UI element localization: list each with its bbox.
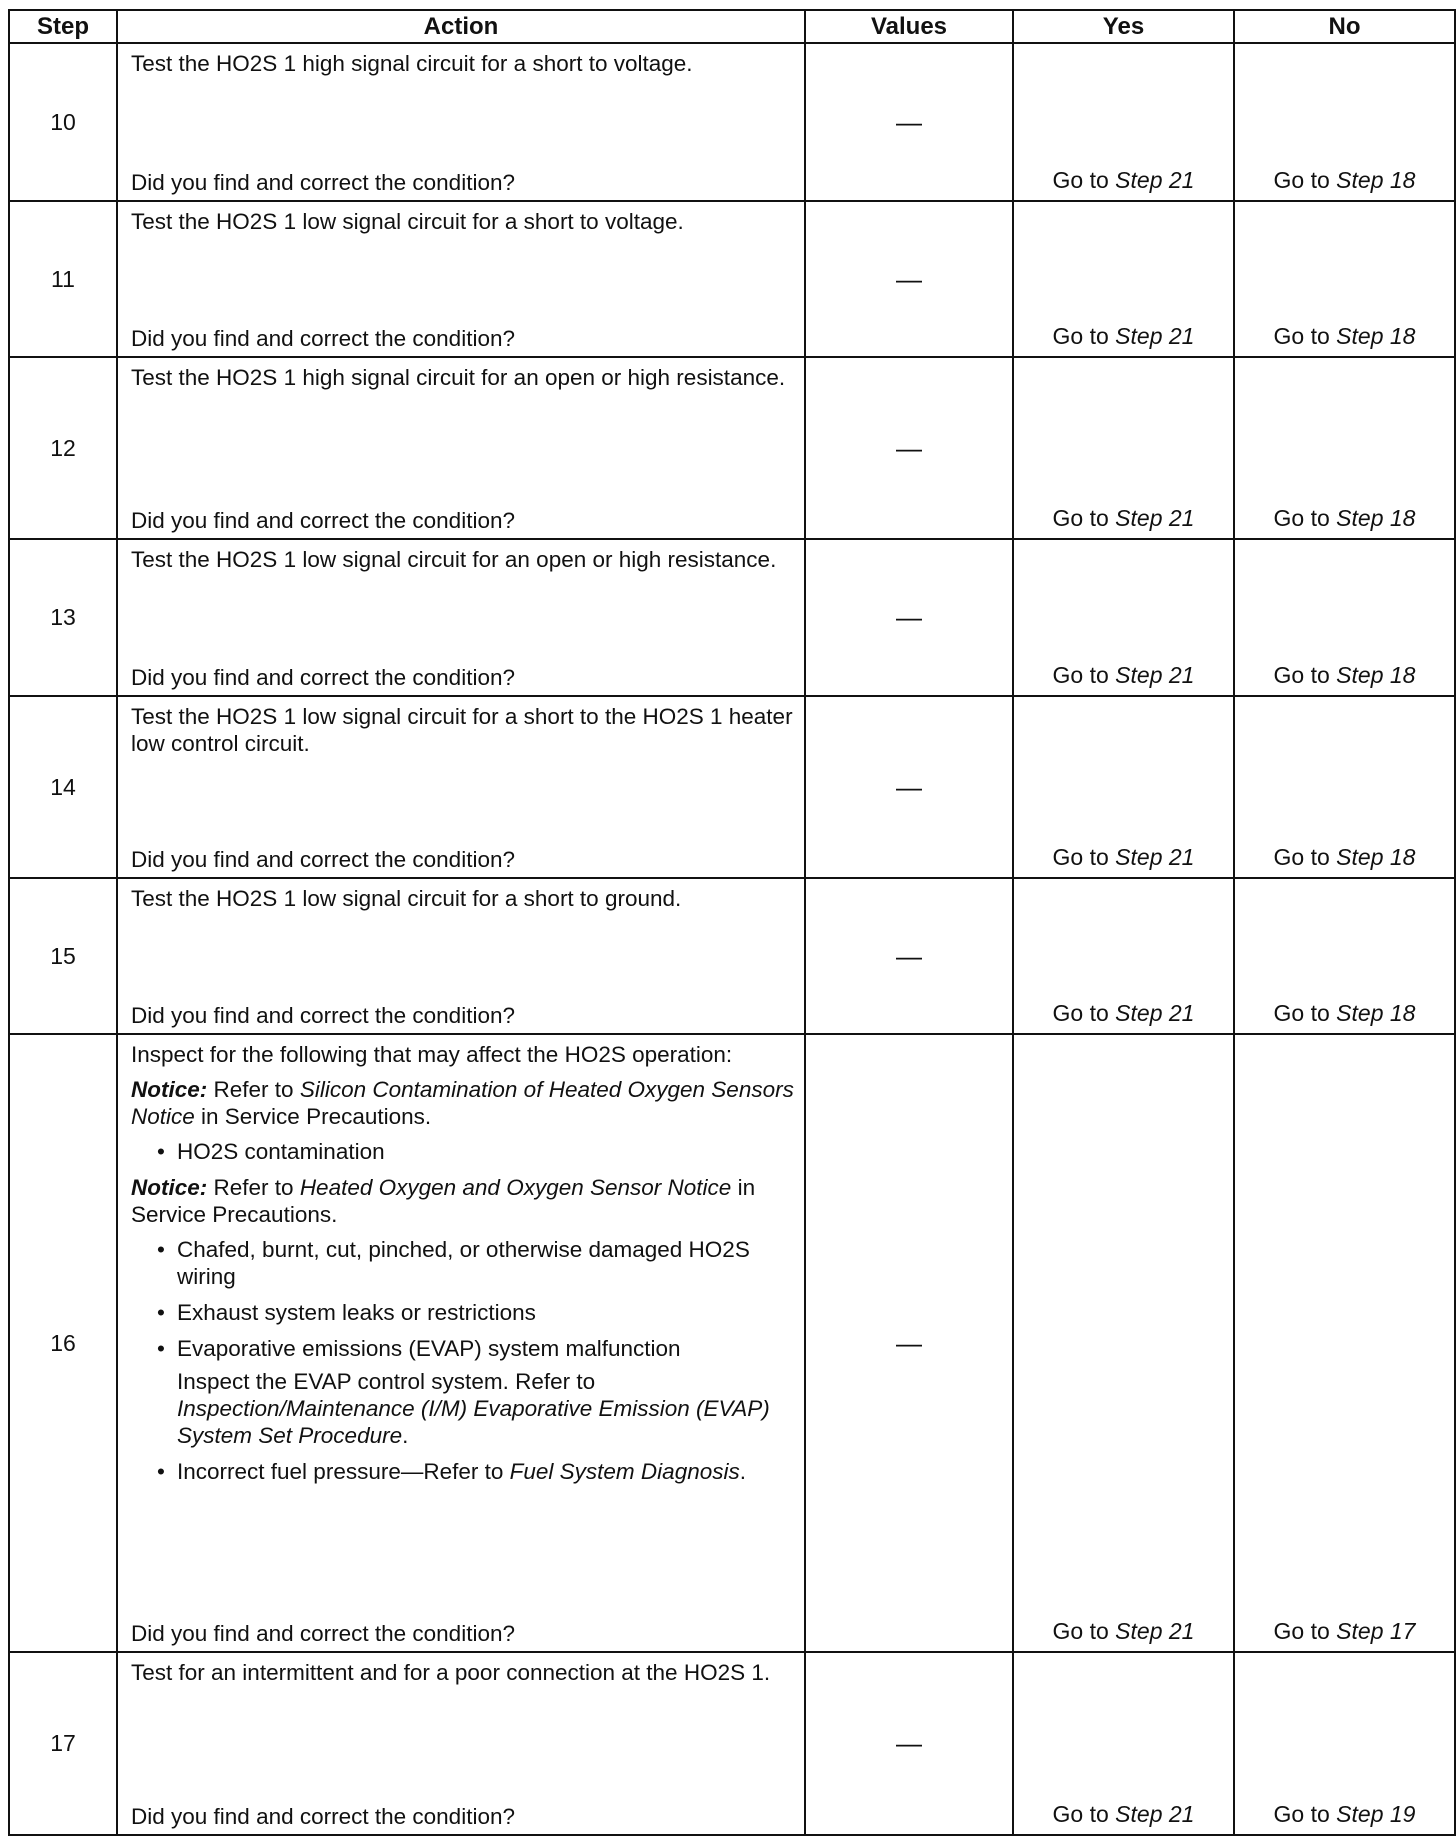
action-question: Did you find and correct the condition?: [131, 508, 515, 533]
inspect-list-2: [131, 1236, 794, 1485]
no-cell: [1234, 1034, 1455, 1652]
yes-prefix: Go to: [1052, 1801, 1116, 1827]
step-number: 15: [9, 878, 117, 1034]
list-item-text: Evaporative emissions (EVAP) system malfunction: [177, 1336, 681, 1361]
yes-prefix: Go to: [1052, 323, 1116, 349]
evap-instruction: [177, 1368, 794, 1449]
header-step: Step: [9, 10, 117, 43]
action-text-block: [118, 1035, 804, 1485]
action-cell: [117, 201, 805, 357]
no-step-link: Step 19: [1336, 1801, 1416, 1827]
action-question: Did you find and correct the condition?: [131, 1621, 515, 1646]
no-cell: [1234, 1652, 1455, 1835]
notice-reference: Heated Oxygen and Oxygen Sensor Notice: [299, 1175, 732, 1200]
yes-step-link: Step 21: [1115, 1000, 1195, 1026]
list-item: • HO2S contamination: [177, 1138, 794, 1165]
no-step-link: Step 18: [1336, 323, 1416, 349]
action-question: Did you find and correct the condition?: [131, 847, 515, 872]
notice-oxygen-sensor: [131, 1174, 794, 1228]
values-cell: —: [805, 43, 1013, 201]
notice-post: in Service Precautions.: [131, 1175, 756, 1227]
action-question: Did you find and correct the condition?: [131, 1804, 515, 1829]
table-row: [9, 201, 1455, 357]
action-text: Test for an intermittent and for a poor connection at the HO2S 1.: [131, 1660, 771, 1685]
header-row: [9, 10, 1455, 43]
values-cell: —: [805, 1652, 1013, 1835]
notice-reference: Silicon Contamination of Heated Oxygen Sensors Notice: [131, 1077, 794, 1129]
action-cell: [117, 43, 805, 201]
header-no: No: [1234, 10, 1455, 43]
step-number: 10: [9, 43, 117, 201]
fuel-reference: Fuel System Diagnosis: [509, 1459, 740, 1484]
table-row: [9, 1034, 1455, 1652]
action-question: Did you find and correct the condition?: [131, 326, 515, 351]
yes-cell: [1013, 696, 1234, 878]
no-cell: [1234, 357, 1455, 539]
values-cell: —: [805, 201, 1013, 357]
evap-post: .: [402, 1423, 409, 1448]
no-prefix: Go to: [1273, 1801, 1337, 1827]
notice-label: Notice:: [131, 1175, 208, 1200]
notice-label: Notice:: [131, 1077, 208, 1102]
yes-cell: [1013, 539, 1234, 696]
no-prefix: Go to: [1273, 844, 1337, 870]
values-cell: —: [805, 696, 1013, 878]
table-row: [9, 696, 1455, 878]
action-text: Test the HO2S 1 low signal circuit for a short to the HO2S 1 heater low control circuit.: [131, 704, 793, 756]
header-values: Values: [805, 10, 1013, 43]
action-text: Test the HO2S 1 low signal circuit for an open or high resistance.: [131, 547, 777, 572]
notice-silicon: [131, 1076, 794, 1130]
step-number: 14: [9, 696, 117, 878]
step-number: 12: [9, 357, 117, 539]
action-cell: [117, 1652, 805, 1835]
notice-pre: Refer to: [207, 1077, 300, 1102]
values-cell: —: [805, 539, 1013, 696]
yes-step-link: Step 21: [1115, 1618, 1195, 1644]
list-item: • Exhaust system leaks or restrictions: [177, 1299, 794, 1326]
notice-pre: Refer to: [207, 1175, 300, 1200]
yes-step-link: Step 21: [1115, 662, 1195, 688]
yes-step-link: Step 21: [1115, 844, 1195, 870]
yes-prefix: Go to: [1052, 1000, 1116, 1026]
yes-cell: [1013, 201, 1234, 357]
yes-step-link: Step 21: [1115, 167, 1195, 193]
values-cell: —: [805, 1034, 1013, 1652]
no-step-link: Step 18: [1336, 662, 1416, 688]
no-prefix: Go to: [1273, 323, 1337, 349]
no-step-link: Step 18: [1336, 1000, 1416, 1026]
no-step-link: Step 17: [1336, 1618, 1416, 1644]
yes-cell: [1013, 878, 1234, 1034]
header-yes: Yes: [1013, 10, 1234, 43]
table-row: [9, 878, 1455, 1034]
list-item: • Chafed, burnt, cut, pinched, or otherwise damaged HO2S wiring: [177, 1236, 794, 1290]
no-cell: [1234, 878, 1455, 1034]
yes-step-link: Step 21: [1115, 323, 1195, 349]
yes-cell: [1013, 1652, 1234, 1835]
fuel-post: .: [739, 1459, 746, 1484]
evap-reference: Inspection/Maintenance (I/M) Evaporative Emission (EVAP) System Set Procedure: [177, 1396, 770, 1448]
action-text: Test the HO2S 1 low signal circuit for a short to ground.: [131, 886, 682, 911]
header-action: Action: [117, 10, 805, 43]
action-cell: [117, 878, 805, 1034]
yes-step-link: Step 21: [1115, 1801, 1195, 1827]
step-number: 16: [9, 1034, 117, 1652]
no-prefix: Go to: [1273, 167, 1337, 193]
yes-prefix: Go to: [1052, 505, 1116, 531]
list-item: [177, 1335, 794, 1449]
yes-cell: [1013, 357, 1234, 539]
inspect-list-1: [131, 1138, 794, 1165]
table-row: [9, 539, 1455, 696]
step-number: 17: [9, 1652, 117, 1835]
no-prefix: Go to: [1273, 505, 1337, 531]
no-step-link: Step 18: [1336, 844, 1416, 870]
yes-prefix: Go to: [1052, 1618, 1116, 1644]
step-number: 11: [9, 201, 117, 357]
action-question: Did you find and correct the condition?: [131, 170, 515, 195]
no-prefix: Go to: [1273, 662, 1337, 688]
no-prefix: Go to: [1273, 1000, 1337, 1026]
action-text: Test the HO2S 1 high signal circuit for an open or high resistance.: [131, 365, 786, 390]
no-prefix: Go to: [1273, 1618, 1337, 1644]
yes-prefix: Go to: [1052, 844, 1116, 870]
fuel-pre: Incorrect fuel pressure—Refer to: [177, 1459, 510, 1484]
table-row: [9, 43, 1455, 201]
no-cell: [1234, 43, 1455, 201]
evap-pre: Inspect the EVAP control system. Refer to: [177, 1369, 596, 1394]
step-number: 13: [9, 539, 117, 696]
action-cell: [117, 357, 805, 539]
list-item: [177, 1458, 794, 1485]
yes-prefix: Go to: [1052, 662, 1116, 688]
notice-post: in Service Precautions.: [194, 1104, 432, 1129]
action-question: Did you find and correct the condition?: [131, 665, 515, 690]
no-step-link: Step 18: [1336, 167, 1416, 193]
action-text: Test the HO2S 1 low signal circuit for a short to voltage.: [131, 209, 684, 234]
yes-cell: [1013, 43, 1234, 201]
yes-prefix: Go to: [1052, 167, 1116, 193]
action-question: Did you find and correct the condition?: [131, 1003, 515, 1028]
no-cell: [1234, 539, 1455, 696]
action-cell: [117, 1034, 805, 1652]
yes-cell: [1013, 1034, 1234, 1652]
values-cell: —: [805, 878, 1013, 1034]
no-cell: [1234, 201, 1455, 357]
no-step-link: Step 18: [1336, 505, 1416, 531]
action-cell: [117, 696, 805, 878]
yes-step-link: Step 21: [1115, 505, 1195, 531]
table-row: [9, 357, 1455, 539]
no-cell: [1234, 696, 1455, 878]
values-cell: —: [805, 357, 1013, 539]
table-row: [9, 1652, 1455, 1835]
action-cell: [117, 539, 805, 696]
inspect-intro: Inspect for the following that may affect the HO2S operation:: [131, 1042, 733, 1067]
action-text: Test the HO2S 1 high signal circuit for a short to voltage.: [131, 51, 693, 76]
diagnostic-table: [8, 9, 1456, 1836]
